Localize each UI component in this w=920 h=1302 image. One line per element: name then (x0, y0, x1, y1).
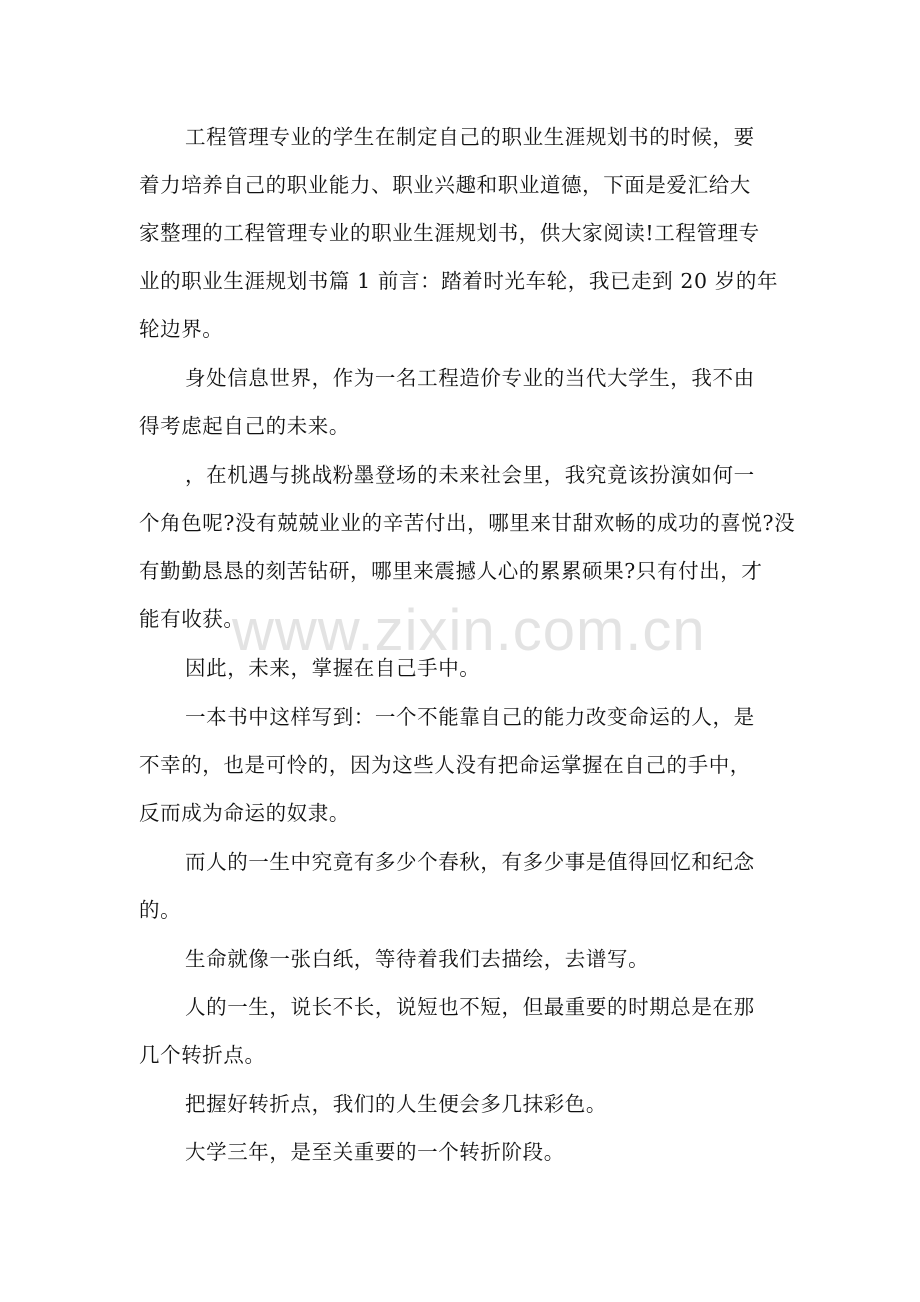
paragraph-5-line-1: 一本书中这样写到：一个不能靠自己的能力改变命运的人，是 (185, 705, 755, 729)
paragraph-1-line-1: 工程管理专业的学生在制定自己的职业生涯规划书的时候，要 (185, 125, 755, 149)
watermark: www.zixin.com.cn (232, 598, 706, 663)
paragraph-1-line-5: 轮边界。 (139, 317, 224, 341)
paragraph-8-line-1: 人的一生，说长不长，说短也不短，但最重要的时期总是在那 (185, 995, 755, 1019)
paragraph-6-line-2: 的。 (139, 898, 182, 922)
paragraph-2-line-2: 得考虑起自己的未来。 (139, 414, 350, 438)
paragraph-7-line-1: 生命就像一张白纸，等待着我们去描绘，去谱写。 (185, 947, 650, 971)
paragraph-5-line-2: 不幸的，也是可怜的，因为这些人没有把命运掌握在自己的手中， (139, 753, 751, 777)
paragraph-1-line-4: 业的职业生涯规划书篇 1 前言：踏着时光车轮，我已走到 20 岁的年 (139, 269, 779, 293)
paragraph-8-line-2: 几个转折点。 (139, 1043, 266, 1067)
paragraph-2-line-1: 身处信息世界，作为一名工程造价专业的当代大学生，我不由 (185, 366, 755, 390)
paragraph-5-line-3: 反而成为命运的奴隶。 (139, 801, 350, 825)
paragraph-3-line-2: 个角色呢?没有兢兢业业的辛苦付出，哪里来甘甜欢畅的成功的喜悦?没 (139, 511, 796, 535)
paragraph-3-line-3: 有勤勤恳恳的刻苦钻研，哪里来震撼人心的累累硕果?只有付出，才 (139, 559, 763, 583)
paragraph-3-line-4: 能有收获。 (139, 607, 245, 631)
paragraph-9-line-1: 把握好转折点，我们的人生便会多几抹彩色。 (185, 1092, 607, 1116)
paragraph-1-line-2: 着力培养自己的职业能力、职业兴趣和职业道德，下面是爱汇给大 (139, 173, 751, 197)
paragraph-6-line-1: 而人的一生中究竟有多少个春秋，有多少事是值得回忆和纪念 (185, 850, 755, 874)
paragraph-3-line-1: ，在机遇与挑战粉墨登场的未来社会里，我究竟该扮演如何一 (185, 463, 755, 487)
paragraph-10-line-1: 大学三年，是至关重要的一个转折阶段。 (185, 1140, 565, 1164)
paragraph-4-line-1: 因此，未来，掌握在自己手中。 (185, 656, 481, 680)
paragraph-1-line-3: 家整理的工程管理专业的职业生涯规划书，供大家阅读!工程管理专 (139, 221, 760, 245)
